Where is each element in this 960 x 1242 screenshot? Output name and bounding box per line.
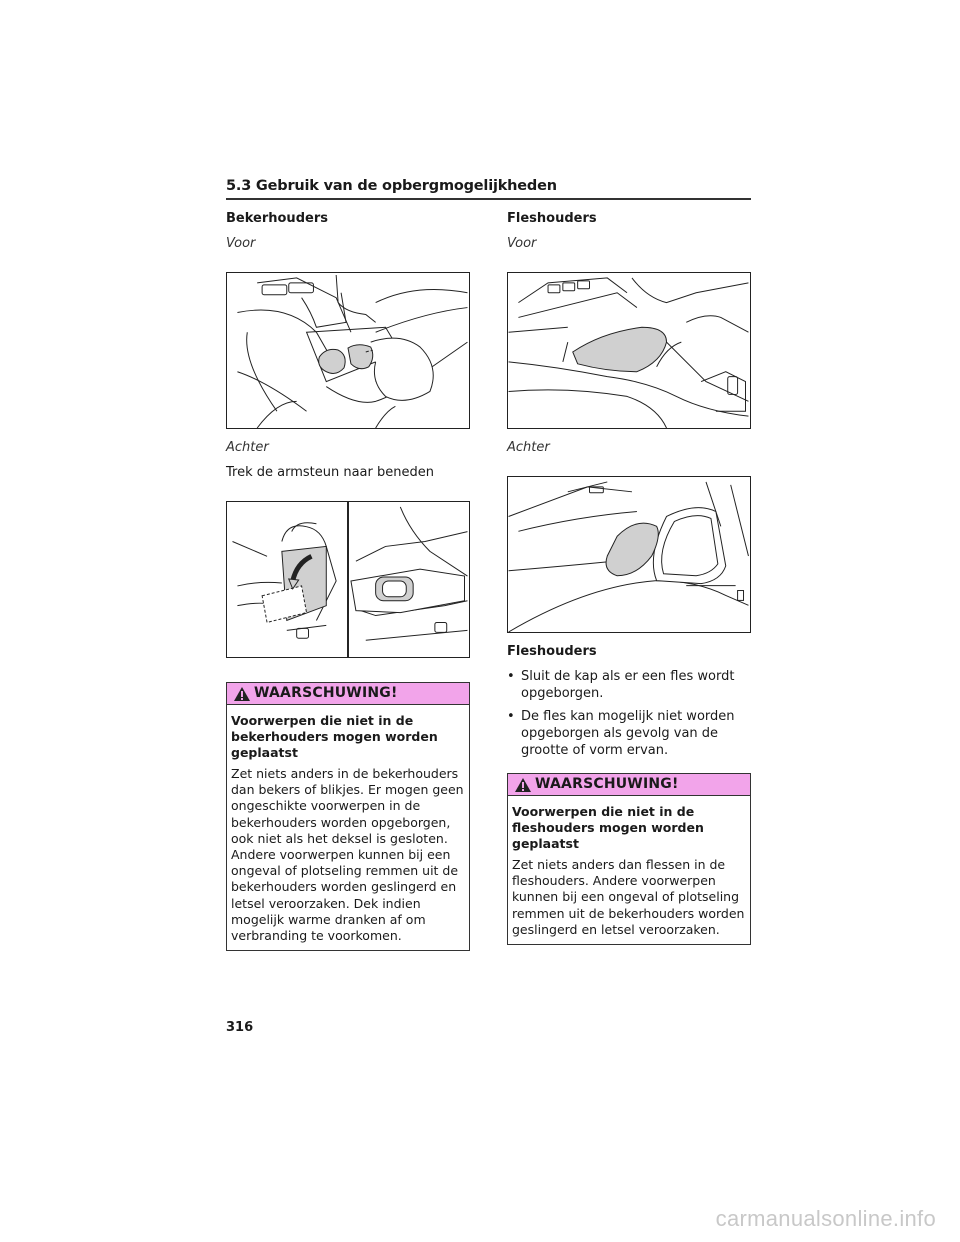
warning-text: Zet niets anders in de bekerhouders dan bekers of blikjes. Er mogen geen ongeschikte voorwerpen in de bekerhouders worden opgeborgen, ook niet als het deksel is gesloten. Andere voorwerpen kunnen bij een ongeval of plotseling remmen uit de bekerhouders worden geslingerd en letsel veroorzaken. Dek indien mogelijk warme dranken af om verbranding te voorkomen. (231, 766, 464, 944)
right-column (507, 210, 751, 945)
cupholders-front-label: Voor (226, 236, 256, 251)
front-bottleholder-illustration (507, 272, 751, 429)
page-number: 316 (226, 1020, 254, 1035)
warning-subtitle: Voorwerpen die niet in de bekerhouders mogen worden geplaatst (231, 713, 438, 760)
rear-bottleholder-illustration (507, 476, 751, 633)
bottleholder-warning-box (507, 773, 751, 945)
watermark: carmanualsonline.info (715, 1206, 936, 1231)
warning-icon (514, 777, 532, 793)
left-column (226, 210, 470, 951)
armrest-instruction: Trek de armsteun naar beneden (226, 465, 434, 480)
bottleholders-rear-label: Achter (507, 440, 550, 455)
front-cupholder-illustration (226, 272, 470, 429)
rear-cupholder-illustration (226, 501, 470, 658)
warning-text: Zet niets anders dan flessen in de fleshouders. Andere voorwerpen kunnen bij een ongeval of plotseling remmen uit de bekerhouders worden geslingerd en letsel veroorzaken. (512, 857, 745, 937)
cupholders-heading: Bekerhouders (226, 211, 328, 226)
bottleholders-front-label: Voor (507, 236, 537, 251)
warning-title: WAARSCHUWING! (535, 776, 679, 792)
warning-subtitle: Voorwerpen die niet in de fleshouders mogen worden geplaatst (512, 804, 704, 851)
warning-icon (233, 686, 251, 702)
list-item: • De fles kan mogelijk niet worden opgeborgen als gevolg van de grootte of vorm ervan. (507, 708, 751, 759)
warning-title: WAARSCHUWING! (254, 685, 398, 701)
section-divider (226, 198, 751, 200)
section-title: 5.3 Gebruik van de opbergmogelijkheden (226, 178, 557, 194)
bottleholders-bullet-list (507, 668, 751, 759)
cupholders-rear-label: Achter (226, 440, 269, 455)
warning-header (227, 683, 469, 705)
bottleholders-heading: Fleshouders (507, 211, 597, 226)
bottleholders-list-heading: Fleshouders (507, 644, 597, 659)
cupholder-warning-box (226, 682, 470, 951)
warning-header (508, 774, 750, 796)
list-item: • Sluit de kap als er een fles wordt opgeborgen. (507, 668, 751, 702)
